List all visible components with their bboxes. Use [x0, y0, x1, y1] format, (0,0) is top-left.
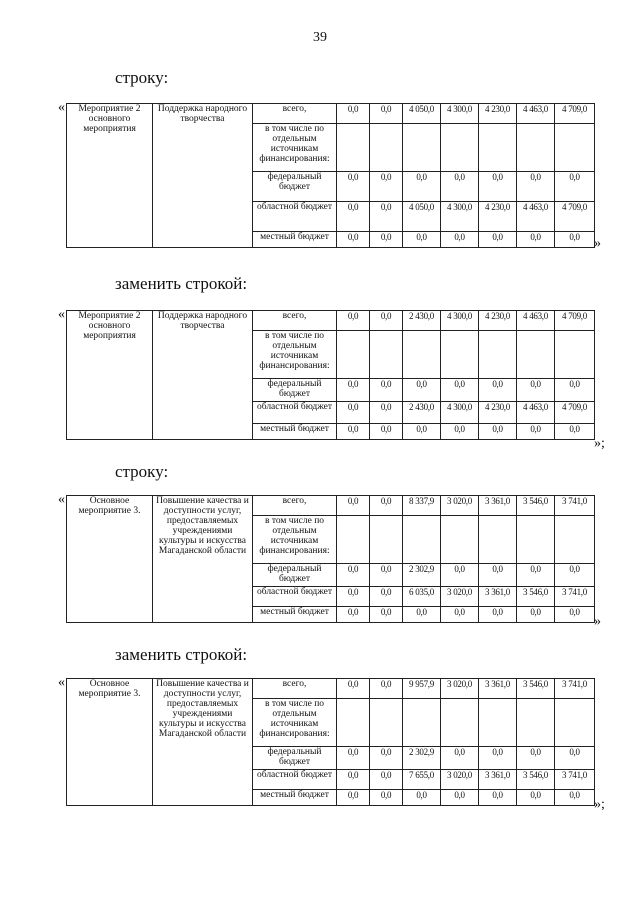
budget-value-cell: 0,0 — [370, 564, 403, 587]
budget-value-cell: 0,0 — [517, 789, 555, 805]
budget-value-cell — [555, 699, 595, 747]
budget-value-cell: 0,0 — [555, 232, 595, 248]
budget-value-cell: 0,0 — [555, 606, 595, 622]
open-quote: « — [58, 307, 65, 322]
budget-value-cell: 0,0 — [370, 232, 403, 248]
funding-source-label: в том числе по отдельным источникам финансирования: — [253, 331, 337, 379]
funding-source-label: всего, — [253, 311, 337, 331]
budget-value-cell: 0,0 — [370, 496, 403, 516]
budget-value-cell: 0,0 — [337, 679, 370, 699]
budget-value-cell: 4 463,0 — [517, 104, 555, 124]
section-heading: заменить строкой: — [115, 645, 248, 664]
funding-source-label: в том числе по отдельным источникам финансирования: — [253, 699, 337, 747]
budget-value-cell: 0,0 — [370, 311, 403, 331]
budget-value-cell: 0,0 — [370, 747, 403, 770]
budget-value-cell: 4 709,0 — [555, 311, 595, 331]
budget-value-cell: 3 361,0 — [479, 769, 517, 789]
section-heading: строку: — [115, 68, 169, 87]
budget-value-cell — [479, 331, 517, 379]
close-quote: » — [594, 614, 601, 629]
open-quote: « — [58, 675, 65, 690]
budget-value-cell: 6 035,0 — [403, 586, 441, 606]
budget-value-cell: 0,0 — [337, 401, 370, 423]
activity-description-cell: Поддержка народного творчества — [153, 104, 253, 248]
budget-value-cell: 0,0 — [517, 232, 555, 248]
activity-name-cell: Основное мероприятие 3. — [67, 496, 153, 623]
funding-source-label: федеральный бюджет — [253, 379, 337, 402]
budget-value-cell: 0,0 — [337, 747, 370, 770]
budget-value-cell: 0,0 — [337, 202, 370, 232]
budget-value-cell: 0,0 — [555, 564, 595, 587]
budget-value-cell: 3 546,0 — [517, 496, 555, 516]
funding-source-label: областной бюджет — [253, 401, 337, 423]
funding-source-label: местный бюджет — [253, 232, 337, 248]
budget-value-cell — [555, 331, 595, 379]
budget-value-cell: 4 463,0 — [517, 311, 555, 331]
activity-name-cell: Мероприятие 2 основного мероприятия — [67, 311, 153, 440]
budget-value-cell: 0,0 — [479, 379, 517, 402]
budget-value-cell: 0,0 — [370, 606, 403, 622]
budget-value-cell: 0,0 — [370, 769, 403, 789]
budget-value-cell — [337, 699, 370, 747]
budget-value-cell — [370, 699, 403, 747]
section-heading: строку: — [115, 462, 169, 481]
budget-value-cell: 4 463,0 — [517, 401, 555, 423]
budget-value-cell — [441, 124, 479, 172]
budget-table — [66, 103, 595, 248]
budget-value-cell: 0,0 — [441, 423, 479, 439]
funding-source-label: местный бюджет — [253, 423, 337, 439]
budget-value-cell: 0,0 — [441, 606, 479, 622]
budget-value-cell: 2 430,0 — [403, 311, 441, 331]
budget-value-cell: 0,0 — [403, 232, 441, 248]
budget-value-cell: 0,0 — [479, 423, 517, 439]
budget-value-cell — [403, 331, 441, 379]
budget-value-cell: 3 546,0 — [517, 769, 555, 789]
budget-value-cell: 3 546,0 — [517, 679, 555, 699]
budget-value-cell: 0,0 — [403, 172, 441, 202]
budget-value-cell: 0,0 — [337, 606, 370, 622]
activity-description-cell: Поддержка народного творчества — [153, 311, 253, 440]
budget-value-cell — [517, 124, 555, 172]
budget-value-cell: 0,0 — [370, 586, 403, 606]
budget-value-cell — [479, 124, 517, 172]
budget-value-cell: 0,0 — [337, 172, 370, 202]
budget-value-cell: 0,0 — [337, 769, 370, 789]
budget-value-cell: 7 655,0 — [403, 769, 441, 789]
budget-value-cell: 0,0 — [337, 564, 370, 587]
budget-value-cell: 4 709,0 — [555, 202, 595, 232]
budget-value-cell: 2 302,9 — [403, 564, 441, 587]
budget-value-cell — [517, 699, 555, 747]
budget-value-cell: 0,0 — [517, 172, 555, 202]
budget-value-cell: 4 300,0 — [441, 401, 479, 423]
funding-source-label: областной бюджет — [253, 769, 337, 789]
budget-value-cell: 0,0 — [370, 789, 403, 805]
budget-value-cell: 0,0 — [441, 172, 479, 202]
budget-value-cell — [479, 516, 517, 564]
budget-value-cell: 0,0 — [555, 789, 595, 805]
budget-value-cell: 3 546,0 — [517, 586, 555, 606]
funding-source-label: местный бюджет — [253, 789, 337, 805]
budget-value-cell: 4 230,0 — [479, 401, 517, 423]
section-heading: заменить строкой: — [115, 274, 248, 293]
budget-value-cell: 0,0 — [517, 747, 555, 770]
budget-value-cell: 0,0 — [517, 564, 555, 587]
open-quote: « — [58, 100, 65, 115]
budget-value-cell: 4 230,0 — [479, 104, 517, 124]
budget-value-cell — [517, 331, 555, 379]
budget-value-cell — [441, 516, 479, 564]
activity-name-cell: Мероприятие 2 основного мероприятия — [67, 104, 153, 248]
budget-value-cell: 3 020,0 — [441, 586, 479, 606]
budget-value-cell: 4 300,0 — [441, 202, 479, 232]
budget-value-cell — [370, 331, 403, 379]
budget-value-cell: 2 430,0 — [403, 401, 441, 423]
budget-value-cell: 0,0 — [403, 606, 441, 622]
budget-value-cell: 3 020,0 — [441, 679, 479, 699]
budget-value-cell: 9 957,9 — [403, 679, 441, 699]
funding-source-label: федеральный бюджет — [253, 564, 337, 587]
table-row — [67, 311, 595, 331]
budget-value-cell: 2 302,9 — [403, 747, 441, 770]
budget-value-cell: 4 050,0 — [403, 104, 441, 124]
budget-value-cell: 0,0 — [337, 423, 370, 439]
budget-value-cell: 0,0 — [479, 606, 517, 622]
budget-value-cell: 4 300,0 — [441, 311, 479, 331]
budget-value-cell: 3 741,0 — [555, 679, 595, 699]
close-quote: »; — [594, 797, 605, 812]
close-quote: »; — [594, 436, 605, 451]
budget-value-cell: 3 741,0 — [555, 769, 595, 789]
budget-value-cell: 0,0 — [517, 423, 555, 439]
budget-value-cell: 0,0 — [370, 401, 403, 423]
budget-value-cell: 0,0 — [337, 232, 370, 248]
budget-value-cell: 0,0 — [337, 789, 370, 805]
budget-value-cell — [555, 124, 595, 172]
budget-value-cell: 3 741,0 — [555, 586, 595, 606]
funding-source-label: областной бюджет — [253, 202, 337, 232]
budget-value-cell — [479, 699, 517, 747]
budget-value-cell — [337, 124, 370, 172]
table-row — [67, 104, 595, 124]
budget-value-cell: 0,0 — [479, 232, 517, 248]
budget-value-cell: 3 361,0 — [479, 496, 517, 516]
activity-description-cell: Повышение качества и доступности услуг, предоставляемых учреждениями культуры и искусства Магаданской области — [153, 679, 253, 806]
budget-value-cell: 0,0 — [370, 379, 403, 402]
funding-source-label: федеральный бюджет — [253, 747, 337, 770]
budget-value-cell: 0,0 — [555, 172, 595, 202]
funding-source-label: всего, — [253, 104, 337, 124]
budget-table — [66, 495, 595, 623]
budget-value-cell: 3 361,0 — [479, 586, 517, 606]
budget-value-cell — [403, 124, 441, 172]
budget-value-cell: 0,0 — [337, 496, 370, 516]
budget-value-cell: 3 020,0 — [441, 769, 479, 789]
budget-value-cell: 0,0 — [441, 789, 479, 805]
budget-value-cell: 0,0 — [370, 172, 403, 202]
budget-table — [66, 310, 595, 440]
budget-value-cell — [403, 699, 441, 747]
budget-value-cell: 0,0 — [555, 747, 595, 770]
budget-value-cell: 0,0 — [441, 379, 479, 402]
budget-value-cell — [370, 124, 403, 172]
funding-source-label: всего, — [253, 496, 337, 516]
budget-value-cell: 0,0 — [403, 379, 441, 402]
budget-value-cell: 0,0 — [403, 789, 441, 805]
page-number: 39 — [313, 30, 327, 45]
activity-name-cell: Основное мероприятие 3. — [67, 679, 153, 806]
budget-value-cell: 0,0 — [337, 379, 370, 402]
budget-value-cell: 0,0 — [337, 104, 370, 124]
budget-value-cell: 0,0 — [370, 423, 403, 439]
budget-value-cell — [441, 331, 479, 379]
open-quote: « — [58, 492, 65, 507]
budget-value-cell: 0,0 — [441, 747, 479, 770]
budget-value-cell: 0,0 — [441, 564, 479, 587]
budget-value-cell: 0,0 — [370, 679, 403, 699]
budget-value-cell: 8 337,9 — [403, 496, 441, 516]
budget-value-cell: 0,0 — [555, 423, 595, 439]
budget-value-cell — [441, 699, 479, 747]
budget-value-cell: 4 230,0 — [479, 311, 517, 331]
budget-value-cell: 0,0 — [337, 586, 370, 606]
budget-value-cell: 0,0 — [441, 232, 479, 248]
funding-source-label: местный бюджет — [253, 606, 337, 622]
budget-value-cell: 4 709,0 — [555, 104, 595, 124]
activity-description-cell: Повышение качества и доступности услуг, предоставляемых учреждениями культуры и искусства Магаданской области — [153, 496, 253, 623]
budget-value-cell: 4 230,0 — [479, 202, 517, 232]
table-row — [67, 679, 595, 699]
budget-value-cell: 4 300,0 — [441, 104, 479, 124]
budget-value-cell: 0,0 — [517, 606, 555, 622]
budget-value-cell: 0,0 — [370, 202, 403, 232]
budget-value-cell: 0,0 — [337, 311, 370, 331]
funding-source-label: федеральный бюджет — [253, 172, 337, 202]
budget-value-cell: 3 741,0 — [555, 496, 595, 516]
close-quote: » — [594, 236, 601, 251]
budget-value-cell — [403, 516, 441, 564]
funding-source-label: в том числе по отдельным источникам финансирования: — [253, 124, 337, 172]
budget-value-cell: 4 050,0 — [403, 202, 441, 232]
budget-table — [66, 678, 595, 806]
budget-value-cell: 0,0 — [479, 789, 517, 805]
budget-value-cell: 0,0 — [479, 747, 517, 770]
funding-source-label: всего, — [253, 679, 337, 699]
budget-value-cell: 0,0 — [403, 423, 441, 439]
budget-value-cell: 0,0 — [370, 104, 403, 124]
budget-value-cell: 4 463,0 — [517, 202, 555, 232]
budget-value-cell — [370, 516, 403, 564]
budget-value-cell: 0,0 — [517, 379, 555, 402]
budget-value-cell — [517, 516, 555, 564]
budget-value-cell: 3 020,0 — [441, 496, 479, 516]
budget-value-cell: 4 709,0 — [555, 401, 595, 423]
budget-value-cell — [337, 516, 370, 564]
budget-value-cell: 0,0 — [555, 379, 595, 402]
funding-source-label: областной бюджет — [253, 586, 337, 606]
budget-value-cell: 0,0 — [479, 172, 517, 202]
funding-source-label: в том числе по отдельным источникам финансирования: — [253, 516, 337, 564]
budget-value-cell — [337, 331, 370, 379]
budget-value-cell: 3 361,0 — [479, 679, 517, 699]
table-row — [67, 496, 595, 516]
budget-value-cell — [555, 516, 595, 564]
budget-value-cell: 0,0 — [479, 564, 517, 587]
